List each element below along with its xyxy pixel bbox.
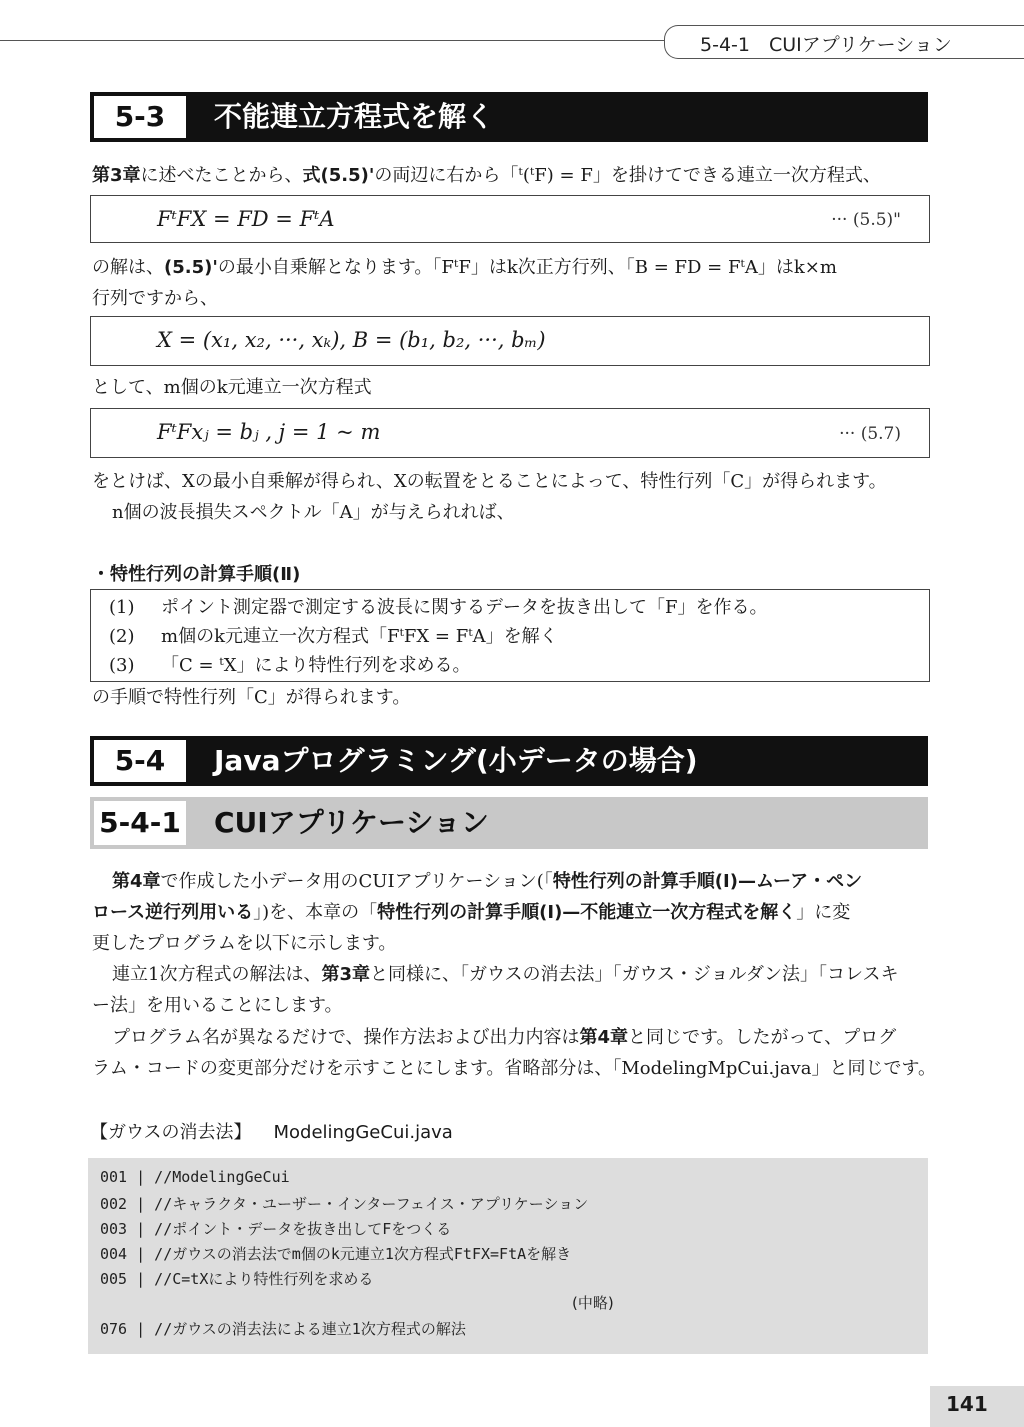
equation-box-definitions: [90, 316, 930, 366]
header-rule: [0, 40, 668, 41]
subsection-number: 5-4-1: [94, 801, 186, 845]
paragraph-line: をとけば、Xの最小自乗解が得られ、Xの転置をとることによって、特性行列「C」が得られます。: [92, 471, 887, 492]
section-title: Javaプログラミング(小データの場合): [214, 744, 698, 777]
step-number: (1): [109, 597, 135, 618]
equation-ref: (5.5)': [164, 257, 218, 278]
chapter-ref: 第3章: [321, 964, 370, 985]
equation-number: ··· (5.5)": [831, 210, 901, 230]
paragraph-intro: [92, 160, 928, 191]
procedure-step: [109, 593, 768, 619]
code-line: 003 | //ポイント・データを抜き出してFをつくる: [100, 1220, 452, 1238]
equation-formula: FᵗFX = FD = FᵗA: [157, 207, 335, 231]
code-listing-label: [90, 1118, 453, 1144]
text: の最小自乗解となります。「FᵗF」はk次正方行列、「B = FD = FᵗA」はk×m: [217, 257, 837, 278]
section-title: 不能連立方程式を解く: [214, 100, 495, 133]
equation-number: ··· (5.7): [839, 424, 901, 444]
emphasis: ロース逆行列用いる: [92, 902, 254, 923]
text: と同様に、「ガウスの消去法」「ガウス・ジョルダン法」「コレスキ: [369, 964, 899, 985]
text: 」に変: [796, 902, 851, 923]
text: の両辺に右から「ᵗ(ᵗF) = F」を掛けてできる連立一次方程式、: [374, 165, 881, 186]
equation-formula: X = (x₁, x₂, ···, xₖ), B = (b₁, b₂, ···, bₘ): [157, 328, 546, 352]
chapter-ref: 第3章: [92, 165, 141, 186]
section-heading-5-3: [90, 92, 928, 142]
code-line: 076 | //ガウスの消去法による連立1次方程式の解法: [100, 1320, 466, 1338]
paragraph-line: [112, 866, 928, 897]
code-omitted-marker: (中略): [572, 1294, 614, 1312]
code-line: 002 | //キャラクタ・ユーザー・インターフェイス・アプリケーション: [100, 1195, 589, 1213]
equation-ref: 式(5.5)': [302, 165, 375, 186]
paragraph-least-squares: [92, 252, 928, 283]
paragraph-line: [92, 897, 928, 928]
paragraph-line: ー法」を用いることにします。: [92, 995, 343, 1016]
chapter-ref: 第4章: [112, 871, 161, 892]
section-number: 5-3: [94, 96, 186, 138]
equation-box-5-7: [90, 408, 930, 458]
text: プログラム名が異なるだけで、操作方法および出力内容は: [112, 1027, 580, 1048]
step-text: 「C = ᵗX」により特性行列を求める。: [161, 655, 471, 676]
paragraph-line: 行列ですから、: [92, 288, 218, 309]
code-label-title: 【ガウスの消去法】: [90, 1122, 252, 1143]
paragraph-line: の手順で特性行列「C」が得られます。: [92, 687, 411, 708]
paragraph-line: [112, 959, 928, 990]
text: の解は、: [92, 257, 164, 278]
text: と同じです。したがって、プログ: [628, 1027, 897, 1048]
page-number: 141: [946, 1392, 988, 1416]
equation-formula: FᵗFxⱼ = bⱼ , j = 1 ~ m: [157, 420, 381, 444]
emphasis: 特性行列の計算手順(Ⅰ)—不能連立一次方程式を解く: [377, 902, 797, 923]
step-number: (2): [109, 626, 135, 647]
procedure-title: ・特性行列の計算手順(Ⅱ): [92, 564, 301, 585]
equation-box-5-5: [90, 195, 930, 243]
text: 」)を、本章の「: [253, 902, 378, 923]
paragraph-line: n個の波長損失スペクトル「A」が与えられれば、: [112, 502, 515, 523]
text: で作成した小データ用のCUIアプリケーション(「: [160, 871, 553, 892]
text: 連立1次方程式の解法は、: [112, 964, 322, 985]
code-listing: [88, 1158, 928, 1354]
text: に述べたことから、: [140, 165, 303, 186]
step-text: ポイント測定器で測定する波長に関するデータを抜き出して「F」を作る。: [161, 597, 768, 618]
paragraph-line: 更したプログラムを以下に示します。: [92, 933, 397, 954]
procedure-step: [109, 651, 471, 677]
paragraph-line: として、m個のk元連立一次方程式: [92, 377, 372, 398]
code-filename: ModelingGeCui.java: [273, 1122, 453, 1143]
code-line: 004 | //ガウスの消去法でm個のk元連立1次方程式FtFX=FtAを解き: [100, 1245, 572, 1263]
procedure-box: [90, 589, 930, 682]
step-number: (3): [109, 655, 135, 676]
step-text: m個のk元連立一次方程式「FᵗFX = FᵗA」を解く: [161, 626, 558, 647]
code-line: 001 | //ModelingGeCui: [100, 1168, 290, 1186]
procedure-step: [109, 622, 558, 648]
emphasis: 特性行列の計算手順(Ⅰ)—ムーア・ペン: [552, 871, 863, 892]
code-line: 005 | //C=tXにより特性行列を求める: [100, 1270, 374, 1288]
subsection-title: CUIアプリケーション: [214, 806, 489, 839]
paragraph-line: [112, 1022, 928, 1053]
section-heading-5-4: [90, 736, 928, 786]
section-number: 5-4: [94, 740, 186, 782]
chapter-ref: 第4章: [579, 1027, 628, 1048]
paragraph-line: ラム・コードの変更部分だけを示すことにします。省略部分は、「ModelingMpCui.java」と同じです。: [92, 1058, 937, 1079]
subsection-heading-5-4-1: [90, 797, 928, 849]
running-header-title: 5-4-1 CUIアプリケーション: [700, 34, 952, 56]
